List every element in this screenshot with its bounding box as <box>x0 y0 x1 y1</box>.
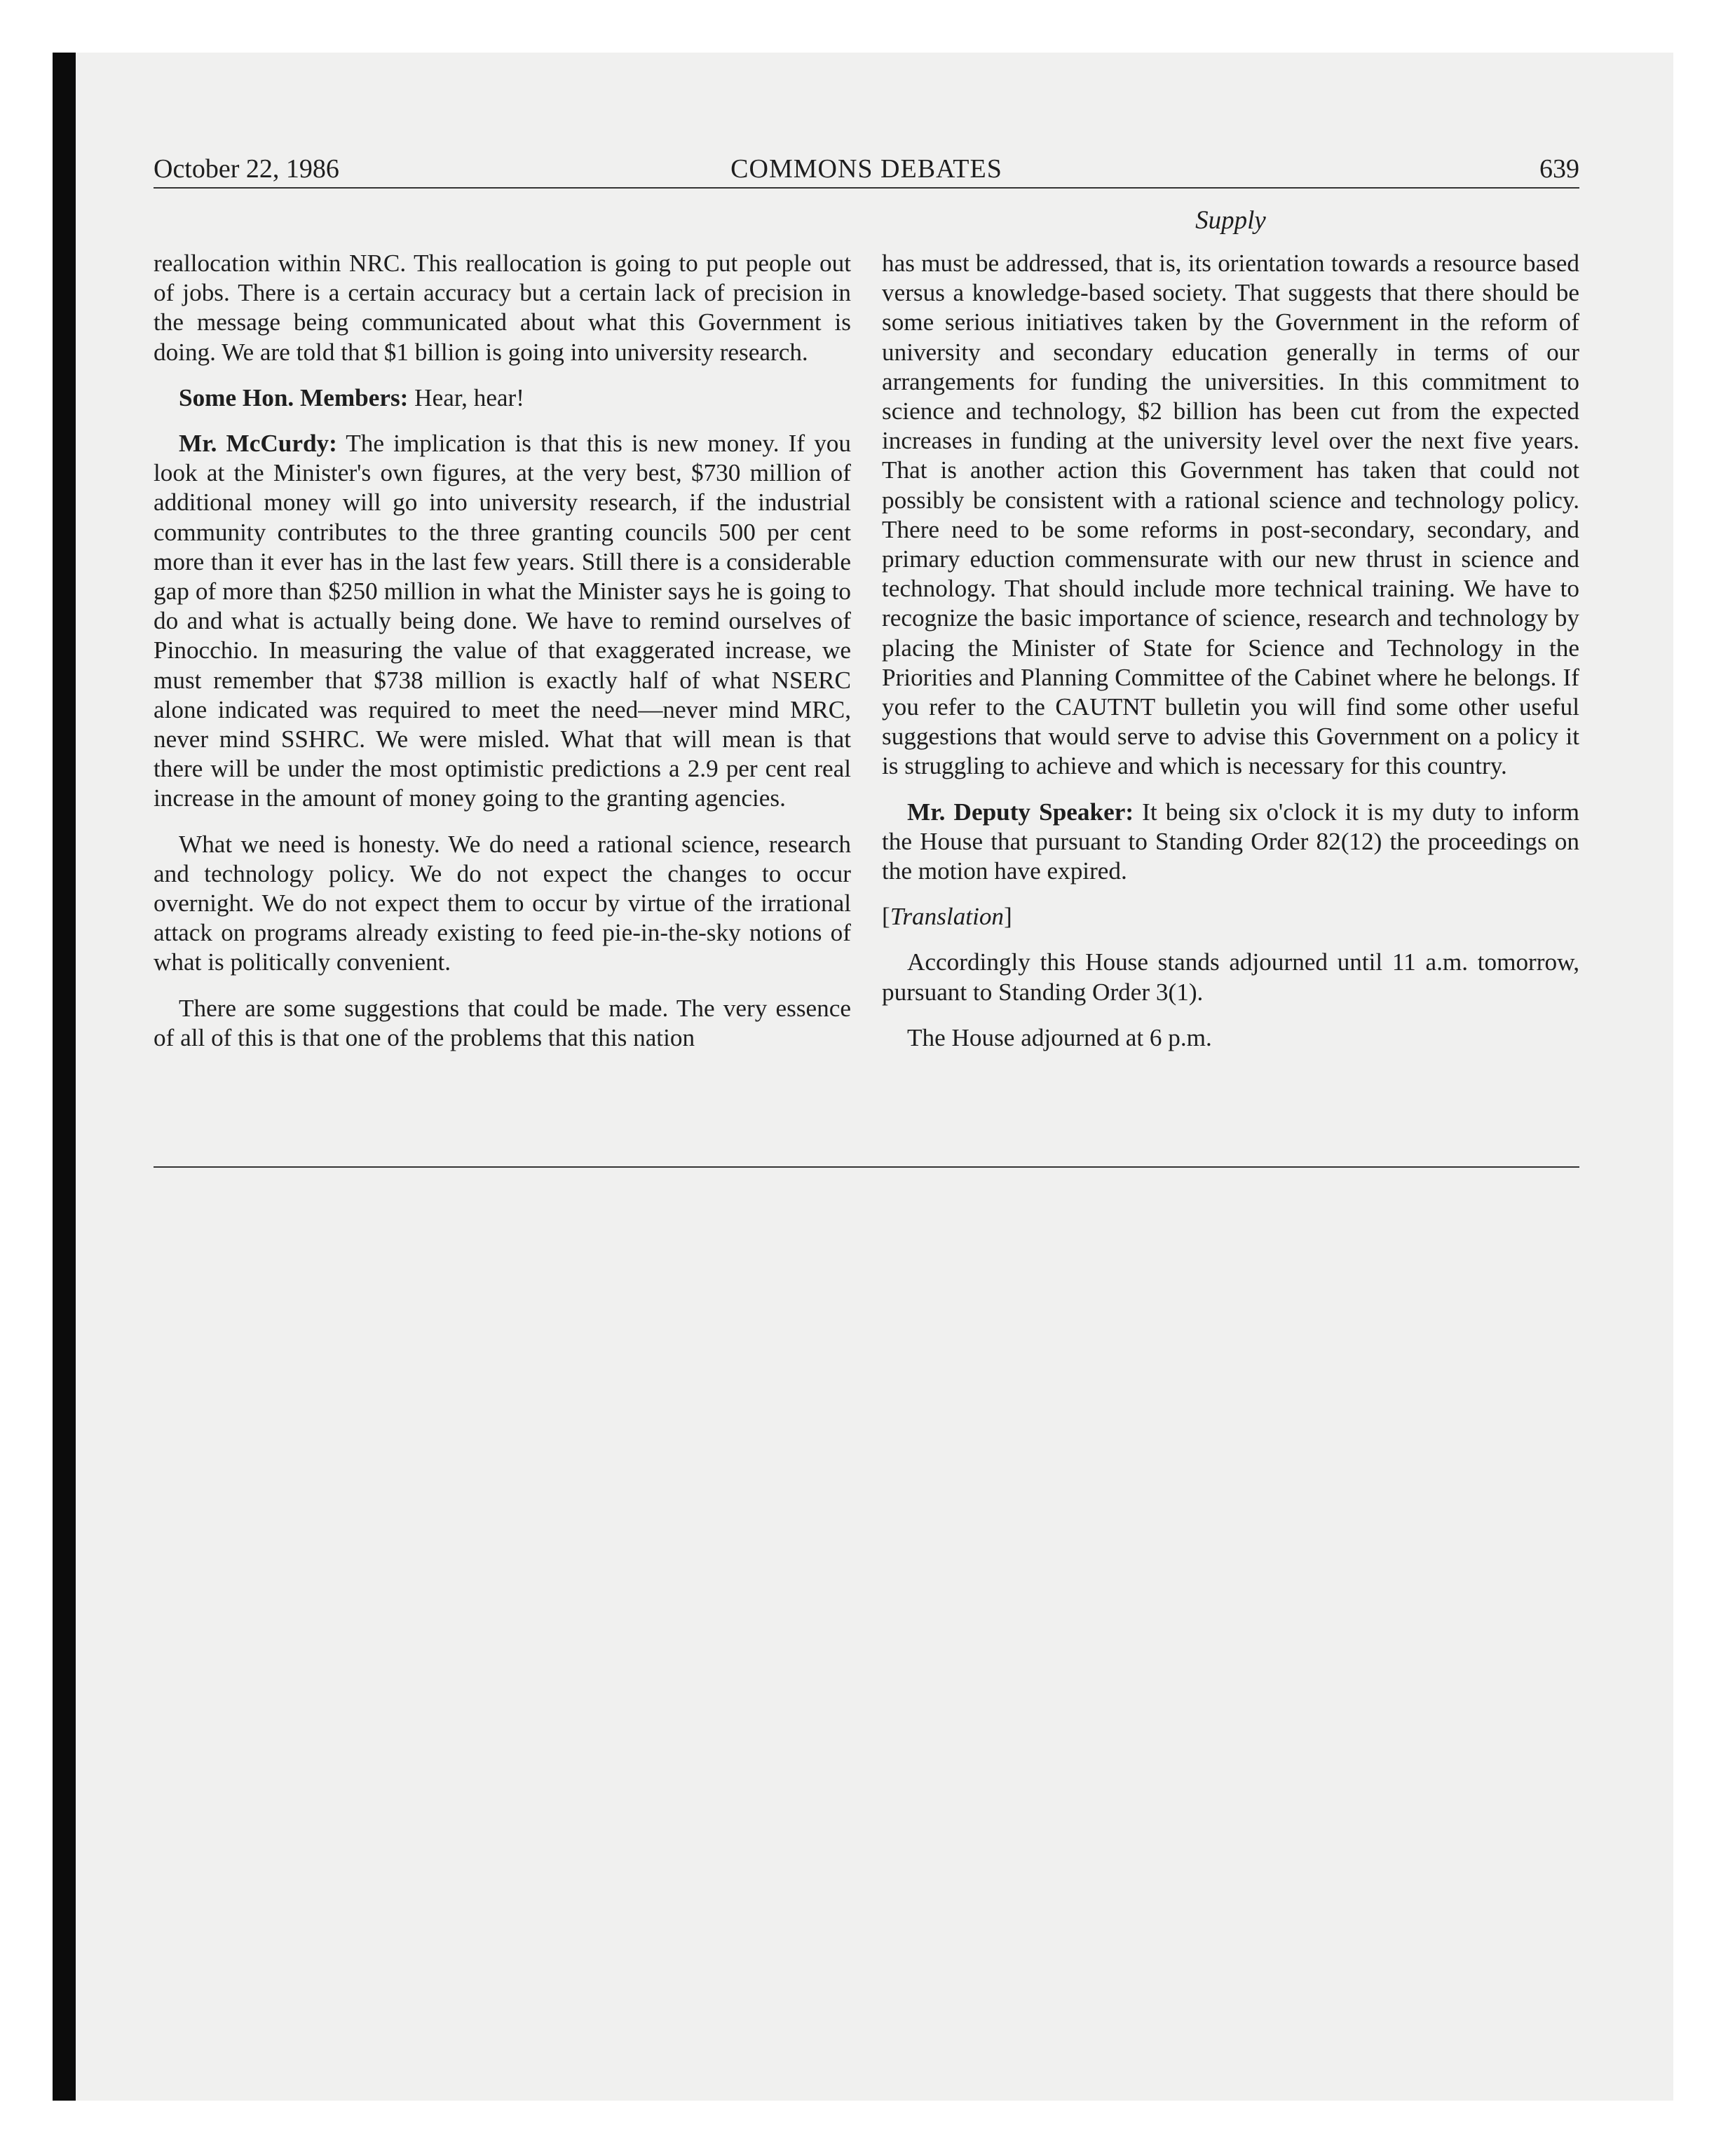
paragraph: Accordingly this House stands adjourned until 11 a.m. tomorrow, pursuant to Standing Order 3(1). <box>882 948 1579 1006</box>
paragraph: has must be addressed, that is, its orientation towards a resource based versus a knowledge-based society. That suggests that there should be some serious initiatives taken by the Government in the reform of university and secondary education generally in terms of our arrangements for funding the universities. In this commitment to science and technology, $2 billion has been cut from the expected increases in funding at the university level over the next five years. That is another action this Government has taken that could not possibly be consistent with a rational science and technology policy. There need to be some reforms in post-secondary, secondary, and primary eduction commensurate with our new thrust in science and technology. That should include more technical training. We have to recognize the basic importance of science, research and technology by placing the Minister of State for Science and Technology in the Priorities and Planning Committee of the Cabinet where he belongs. If you refer to the CAUTNT bulletin you will find some other useful suggestions that would serve to advise this Government on a policy it is struggling to achieve and which is necessary for this country. <box>882 250 1579 780</box>
page-number: 639 <box>1539 154 1579 184</box>
speaker-name: Mr. McCurdy: <box>179 430 337 458</box>
speaker-name: Mr. Deputy Speaker: <box>907 798 1134 826</box>
paragraph: reallocation within NRC. This reallocation is going to put people out of jobs. There is a certain accuracy but a certain lack of precision in the message being communicated about what this Government is doing. We are told that $1 billion is going into university research. <box>154 250 851 366</box>
paragraph: The House adjourned at 6 p.m. <box>907 1023 1212 1051</box>
header-rule <box>154 187 1579 189</box>
paragraph: What we need is honesty. We do need a rational science, research and technology policy. We do not expect the changes to occur overnight. We do not expect them to occur by virtue of the irrational attack on programs already existing to feed pie-in-the-sky notions of what is politically convenient. <box>154 830 851 976</box>
right-column <box>882 249 1579 1069</box>
paragraph <box>882 798 1579 887</box>
header-date: October 22, 1986 <box>154 154 339 184</box>
translation-label: Translation <box>890 903 1005 931</box>
binding-edge <box>53 53 76 2101</box>
paragraph <box>154 383 851 413</box>
speech-text: The implication is that this is new money. If you look at the Minister's own figures, at the very best, $730 million of additional money will go into university research, if the industrial community contributes to the three granting councils 500 per cent more than it ever has in the last few years. Still there is a considerable gap of more than $250 million in what the Minister says he is going to do and what is actually being done. We have to remind ourselves of Pinocchio. In measuring the value of that exaggerated increase, we must remember that $738 million is exactly half of what NSERC alone indicated was required to meet the need—never mind MRC, never mind SSHRC. We were misled. What that will mean is that there will be under the most optimistic predictions a 2.9 per cent real increase in the amount of money going to the granting agencies. <box>154 430 851 812</box>
left-column <box>154 249 851 1069</box>
running-head <box>154 151 1579 187</box>
paragraph: There are some suggestions that could be made. The very essence of all of this is that one of the problems that this nation <box>154 994 851 1051</box>
speaker-name: Some Hon. Members: <box>179 383 409 411</box>
translation-marker: [Translation] <box>882 903 1012 931</box>
speech-text: It being six o'clock it is my duty to inform the House that pursuant to Standing Order 82(12) the proceedings on the motion have expired. <box>882 798 1579 885</box>
paragraph <box>154 429 851 814</box>
section-label: Supply <box>1195 206 1266 235</box>
speech-text: Hear, hear! <box>408 383 524 411</box>
end-rule <box>154 1166 1579 1168</box>
journal-title: COMMONS DEBATES <box>730 154 1002 184</box>
